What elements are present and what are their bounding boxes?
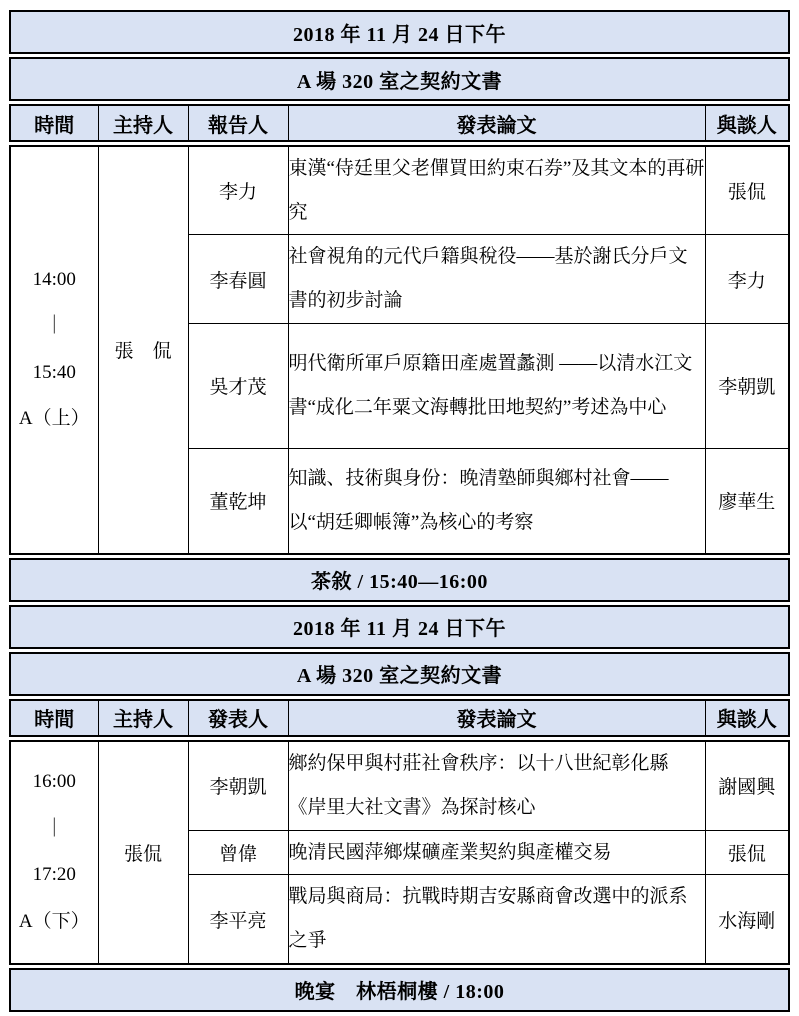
presenter: 曾偉 [188, 830, 288, 875]
time-separator: ｜ [44, 817, 64, 839]
time-end: 17:20 [32, 864, 76, 886]
time-start: 16:00 [32, 771, 76, 793]
header-presenter: 報告人 [188, 105, 288, 141]
presenter: 李力 [188, 146, 288, 235]
discussant: 水海剛 [705, 875, 789, 964]
date-banner-2: 2018 年 11 月 24 日下午 [9, 605, 790, 649]
discussant: 廖華生 [705, 448, 789, 554]
time-slot-1 [10, 146, 98, 554]
conference-program [9, 10, 790, 1012]
paper-title: 明代衛所軍戶原籍田產處置蠡測 ——以清水江文書“成化二年粟文海轉批田地契約”考述為中心 [288, 323, 705, 448]
presenter: 李平亮 [188, 875, 288, 964]
session-label: A（下） [18, 910, 90, 932]
header-moderator: 主持人 [98, 105, 188, 141]
header-time: 時間 [10, 700, 98, 736]
tea-break-banner: 茶敘 / 15:40—16:00 [9, 558, 790, 602]
moderator-2: 張侃 [98, 741, 188, 964]
header-discussant: 與談人 [705, 105, 789, 141]
paper-title: 晚清民國萍鄉煤礦產業契約與產權交易 [288, 830, 705, 875]
discussant: 李力 [705, 235, 789, 323]
venue-banner-2: A 場 320 室之契約文書 [9, 652, 790, 696]
time-start: 14:00 [32, 268, 76, 290]
presenter: 李春圓 [188, 235, 288, 323]
session-label: A（上） [18, 408, 90, 430]
time-separator: ｜ [44, 315, 64, 337]
venue-banner-1: A 場 320 室之契約文書 [9, 57, 790, 101]
dinner-banner: 晚宴 林梧桐樓 / 18:00 [9, 968, 790, 1012]
paper-title: 東漢“侍廷里父老僤買田約束石券”及其文本的再研究 [288, 146, 705, 235]
header-moderator: 主持人 [98, 700, 188, 736]
time-end: 15:40 [32, 361, 76, 383]
header-time: 時間 [10, 105, 98, 141]
presenter: 吳才茂 [188, 323, 288, 448]
date-banner-1: 2018 年 11 月 24 日下午 [9, 10, 790, 54]
header-discussant: 與談人 [705, 700, 789, 736]
header-row-2 [9, 699, 790, 737]
discussant: 李朝凱 [705, 323, 789, 448]
paper-title: 戰局與商局：抗戰時期吉安縣商會改選中的派系之爭 [288, 875, 705, 964]
discussant: 謝國興 [705, 741, 789, 831]
paper-title: 鄉約保甲與村莊社會秩序：以十八世紀彰化縣《岸里大社文書》為探討核心 [288, 741, 705, 831]
header-presenter: 發表人 [188, 700, 288, 736]
session-table-2 [9, 740, 790, 965]
header-paper: 發表論文 [288, 105, 705, 141]
header-paper: 發表論文 [288, 700, 705, 736]
session-table-1 [9, 145, 790, 555]
paper-row [10, 146, 789, 235]
paper-row [10, 741, 789, 831]
moderator-1: 張 侃 [98, 146, 188, 554]
paper-title: 社會視角的元代戶籍與稅役——基於謝氏分戶文書的初步討論 [288, 235, 705, 323]
time-slot-2 [10, 741, 98, 964]
presenter: 李朝凱 [188, 741, 288, 831]
paper-title: 知識、技術與身份：晚清塾師與鄉村社會——以“胡廷卿帳簿”為核心的考察 [288, 448, 705, 554]
header-row-1 [9, 104, 790, 142]
presenter: 董乾坤 [188, 448, 288, 554]
discussant: 張侃 [705, 830, 789, 875]
discussant: 張侃 [705, 146, 789, 235]
